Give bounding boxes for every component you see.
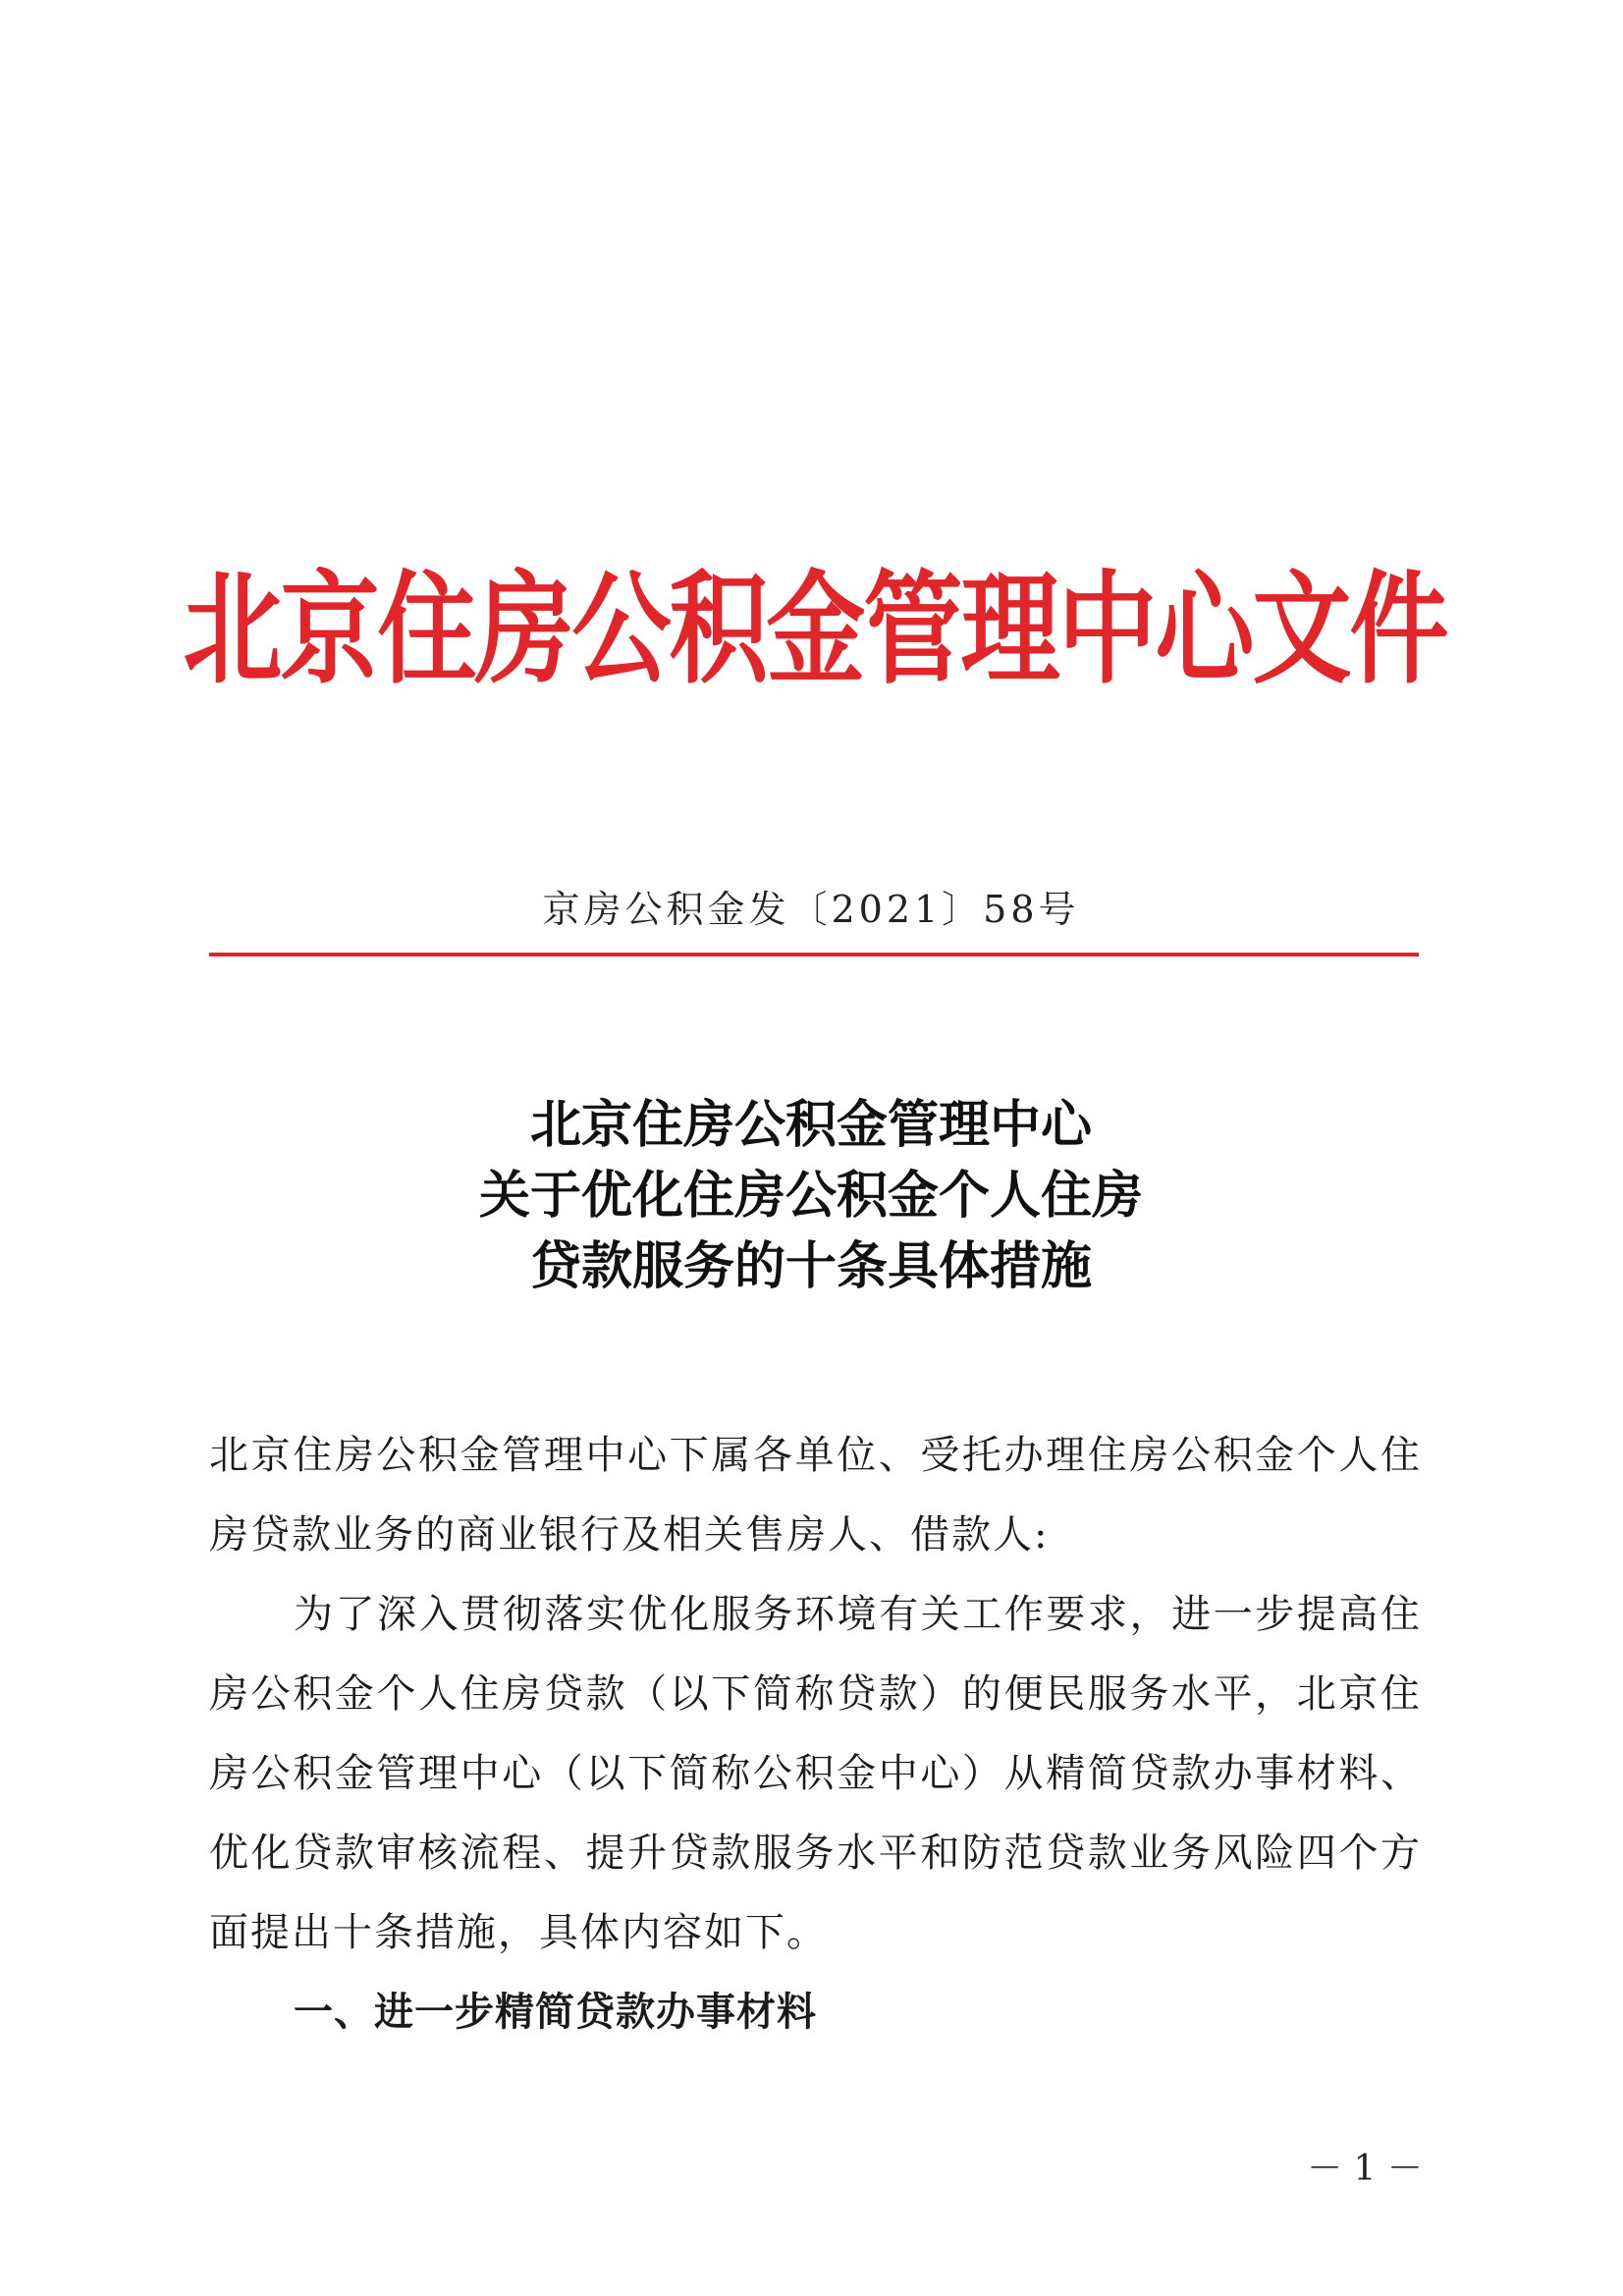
red-divider-line: [209, 953, 1419, 957]
issuer-header-title: 北京住房公积金管理中心文件: [183, 557, 1447, 700]
document-title-line-2: 关于优化住房公积金个人住房: [478, 1167, 1143, 1226]
document-title-line-1: 北京住房公积金管理中心: [529, 1096, 1092, 1155]
document-body: [209, 1416, 1422, 2052]
section-heading-1: 一、进一步精简贷款办事材料: [294, 1990, 817, 2035]
document-title: [206, 1090, 1416, 1302]
document-title-line-3: 贷款服务的十条具体措施: [529, 1237, 1092, 1296]
page-number: － 1 －: [1307, 2149, 1423, 2189]
document-number: 京房公积金发〔2021〕58号: [542, 888, 1080, 931]
intro-paragraph: 为了深入贯彻落实优化服务环境有关工作要求，进一步提高住房公积金个人住房贷款（以下简称贷款）的便民服务水平，北京住房公积金管理中心（以下简称公积金中心）从精简贷款办事材料、优化贷款审核流程、提升贷款服务水平和防范贷款业务风险四个方面提出十条措施，具体内容如下。: [209, 1592, 1422, 1955]
addressee-paragraph: 北京住房公积金管理中心下属各单位、受托办理住房公积金个人住房贷款业务的商业银行及相关售房人、借款人:: [209, 1433, 1422, 1558]
